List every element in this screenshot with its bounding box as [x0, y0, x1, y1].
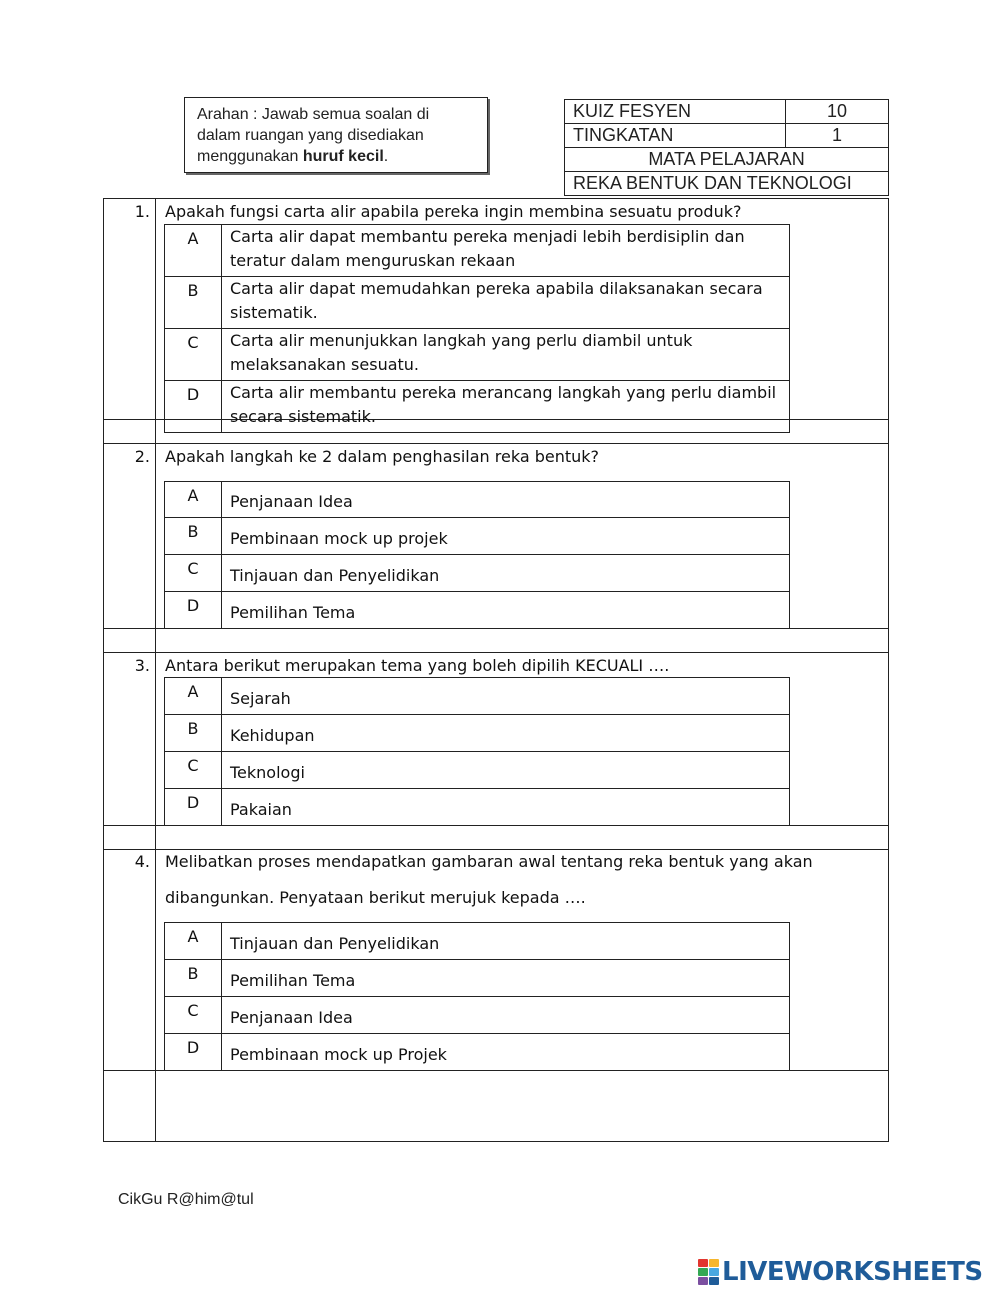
option-row[interactable] [165, 482, 790, 518]
grade-row [565, 124, 889, 148]
question-4-options [164, 922, 790, 1071]
option-letter: B [165, 960, 222, 997]
option-text: Pembinaan mock up Projek [222, 1034, 790, 1071]
instructions-bold-text: huruf kecil [302, 148, 384, 165]
option-letter: C [165, 329, 222, 381]
question-4-number: 4. [134, 852, 150, 871]
liveworksheets-logo-icon [698, 1259, 719, 1285]
subject-label-row [565, 148, 889, 172]
option-text: Penjanaan Idea [222, 997, 790, 1034]
option-letter: A [165, 678, 222, 715]
option-letter: A [165, 225, 222, 277]
question-4-text-line1: Melibatkan proses mendapatkan gambaran awal tentang reka bentuk yang akan [165, 852, 813, 871]
question-3-number: 3. [134, 656, 150, 675]
liveworksheets-brand [698, 1258, 983, 1286]
option-letter: C [165, 997, 222, 1034]
grade-value: 1 [786, 124, 889, 148]
option-letter: D [165, 592, 222, 629]
option-row[interactable] [165, 960, 790, 997]
option-row[interactable] [165, 715, 790, 752]
option-letter: A [165, 482, 222, 518]
option-row[interactable] [165, 678, 790, 715]
question-4-text-line2: dibangunkan. Penyataan berikut merujuk kepada …. [165, 888, 586, 907]
question-1-options [164, 224, 790, 433]
option-row[interactable] [165, 752, 790, 789]
option-text: Pemilihan Tema [222, 960, 790, 997]
grid-column-divider [155, 198, 156, 1142]
option-text: Sejarah [222, 678, 790, 715]
option-letter: C [165, 555, 222, 592]
option-letter: D [165, 381, 222, 433]
option-text: Carta alir dapat memudahkan pereka apabila dilaksanakan secara sistematik. [222, 277, 790, 329]
option-row[interactable] [165, 225, 790, 277]
question-3-text: Antara berikut merupakan tema yang boleh dipilih KECUALI …. [165, 656, 670, 675]
option-row[interactable] [165, 381, 790, 433]
option-text: Pembinaan mock up projek [222, 518, 790, 555]
subject-value: REKA BENTUK DAN TEKNOLOGI [565, 172, 889, 196]
option-text: Carta alir dapat membantu pereka menjadi lebih berdisiplin dan teratur dalam menguruskan rekaan [222, 225, 790, 277]
grid-row-divider [103, 443, 889, 444]
option-letter: C [165, 752, 222, 789]
option-row[interactable] [165, 329, 790, 381]
option-text: Carta alir menunjukkan langkah yang perlu diambil untuk melaksanakan sesuatu. [222, 329, 790, 381]
option-text: Tinjauan dan Penyelidikan [222, 555, 790, 592]
subject-label: MATA PELAJARAN [565, 148, 889, 172]
grid-row-divider [103, 849, 889, 850]
quiz-info-table [564, 99, 889, 196]
quiz-value: 10 [786, 100, 889, 124]
option-row[interactable] [165, 518, 790, 555]
option-letter: B [165, 715, 222, 752]
grade-label: TINGKATAN [565, 124, 786, 148]
option-letter: B [165, 518, 222, 555]
option-row[interactable] [165, 789, 790, 826]
instructions-suffix: . [383, 148, 389, 165]
grid-row-divider [103, 652, 889, 653]
option-letter: B [165, 277, 222, 329]
option-text: Carta alir membantu pereka merancang langkah yang perlu diambil secara sistematik. [222, 381, 790, 433]
question-2-number: 2. [134, 447, 150, 466]
option-text: Kehidupan [222, 715, 790, 752]
option-text: Penjanaan Idea [222, 482, 790, 518]
option-letter: A [165, 923, 222, 960]
question-1-text: Apakah fungsi carta alir apabila pereka ingin membina sesuatu produk? [165, 202, 742, 221]
option-row[interactable] [165, 555, 790, 592]
option-text: Pakaian [222, 789, 790, 826]
instructions-text: Arahan : Jawab semua soalan di dalam ruangan yang disediakan menggunakan [197, 106, 430, 165]
option-row[interactable] [165, 997, 790, 1034]
question-2-options [164, 481, 790, 629]
option-row[interactable] [165, 592, 790, 629]
quiz-row [565, 100, 889, 124]
option-letter: D [165, 1034, 222, 1071]
question-1-number: 1. [134, 202, 150, 221]
quiz-label: KUIZ FESYEN [565, 100, 786, 124]
option-letter: D [165, 789, 222, 826]
liveworksheets-wordmark: LIVEWORKSHEETS [722, 1257, 983, 1287]
instructions-box [184, 97, 488, 173]
question-3-options [164, 677, 790, 826]
option-row[interactable] [165, 277, 790, 329]
question-2-text: Apakah langkah ke 2 dalam penghasilan reka bentuk? [165, 447, 600, 466]
author-credit: CikGu R@him@tul [118, 1191, 254, 1208]
option-text: Tinjauan dan Penyelidikan [222, 923, 790, 960]
subject-value-row [565, 172, 889, 196]
option-text: Pemilihan Tema [222, 592, 790, 629]
option-row[interactable] [165, 923, 790, 960]
option-row[interactable] [165, 1034, 790, 1071]
option-text: Teknologi [222, 752, 790, 789]
